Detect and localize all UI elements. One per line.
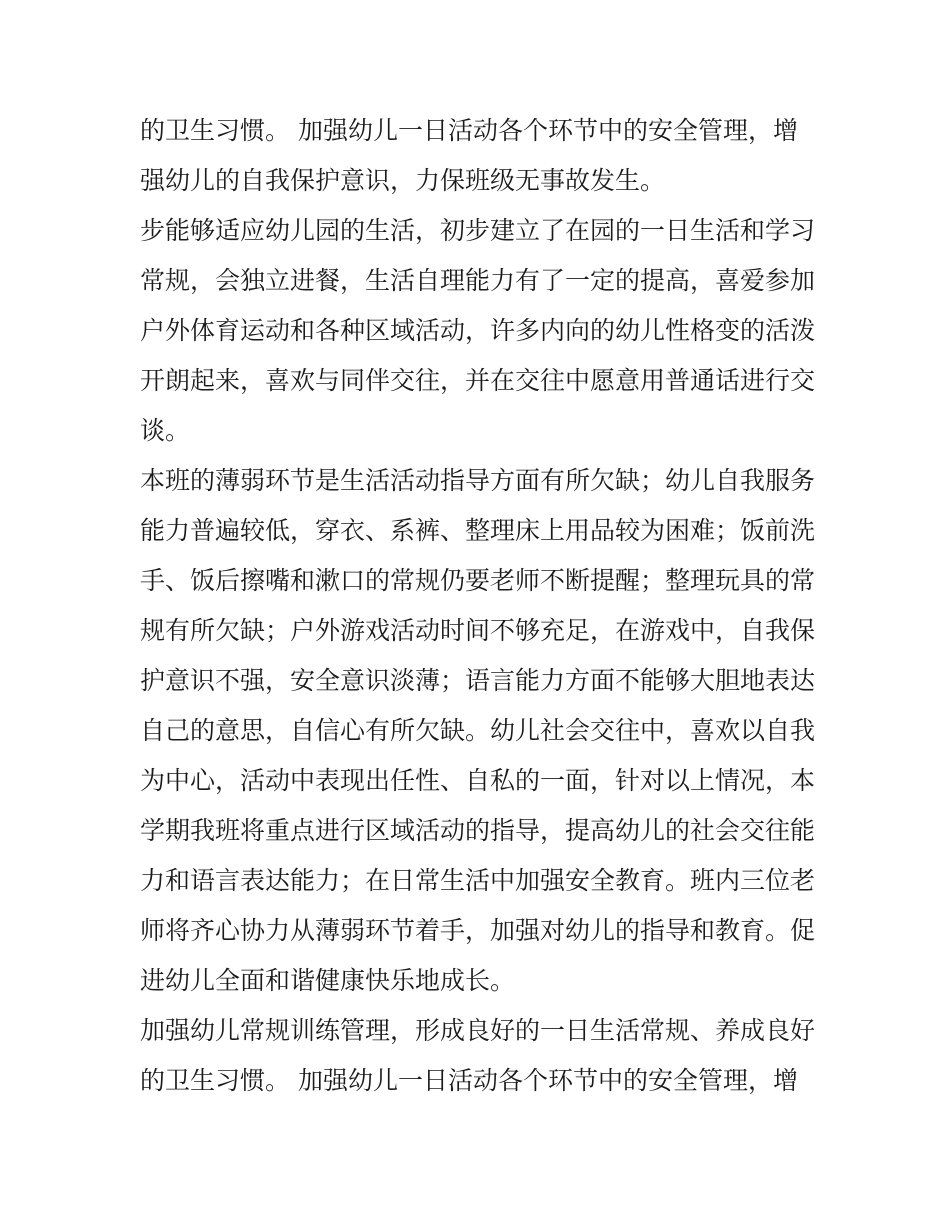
text-line: 常规，会独立进餐，生活自理能力有了一定的提高，喜爱参加 (140, 266, 816, 295)
text-line: 的卫生习惯。 加强幼儿一日活动各个环节中的安全管理，增 (140, 116, 798, 145)
text-line: 手、饭后擦嘴和漱口的常规仍要老师不断提醒；整理玩具的常 (140, 566, 816, 595)
document-body (140, 106, 820, 1106)
text-line: 加强幼儿常规训练管理，形成良好的一日生活常规、养成良好 (140, 1016, 816, 1045)
text-line: 谈。 (140, 416, 191, 445)
text-line: 进幼儿全面和谐健康快乐地成长。 (140, 966, 516, 995)
text-line: 能力普遍较低，穿衣、系裤、整理床上用品较为困难；饭前洗 (140, 516, 816, 545)
text-line: 的卫生习惯。 加强幼儿一日活动各个环节中的安全管理，增 (140, 1066, 798, 1095)
text-line: 师将齐心协力从薄弱环节着手，加强对幼儿的指导和教育。促 (140, 916, 816, 945)
text-line: 开朗起来，喜欢与同伴交往，并在交往中愿意用普通话进行交 (140, 366, 816, 395)
text-line: 学期我班将重点进行区域活动的指导，提高幼儿的社会交往能 (140, 816, 816, 845)
text-line: 本班的薄弱环节是生活活动指导方面有所欠缺；幼儿自我服务 (140, 466, 816, 495)
text-line: 护意识不强，安全意识淡薄；语言能力方面不能够大胆地表达 (140, 666, 816, 695)
text-line: 力和语言表达能力；在日常生活中加强安全教育。班内三位老 (140, 866, 816, 895)
text-line: 步能够适应幼儿园的生活，初步建立了在园的一日生活和学习 (140, 216, 816, 245)
text-line: 强幼儿的自我保护意识，力保班级无事故发生。 (140, 166, 666, 195)
text-line: 规有所欠缺；户外游戏活动时间不够充足，在游戏中，自我保 (140, 616, 816, 645)
text-line: 为中心，活动中表现出任性、自私的一面，针对以上情况，本 (140, 766, 816, 795)
text-line: 户外体育运动和各种区域活动，许多内向的幼儿性格变的活泼 (140, 316, 816, 345)
text-line: 自己的意思，自信心有所欠缺。幼儿社会交往中，喜欢以自我 (140, 716, 816, 745)
